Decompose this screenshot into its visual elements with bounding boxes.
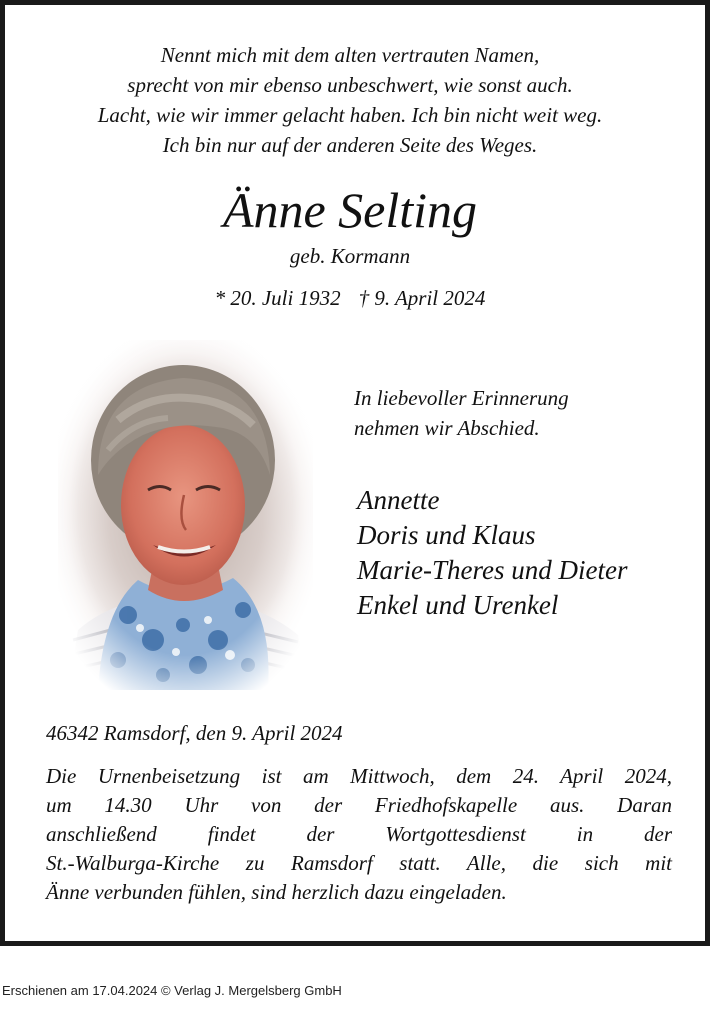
notice-line: Die Urnenbeisetzung ist am Mittwoch, dem 24. April 2024, (46, 764, 672, 788)
poem-line: Nennt mich mit dem alten vertrauten Namen, (160, 43, 540, 67)
poem-line: sprecht von mir ebenso unbeschwert, wie sonst auch. (127, 73, 573, 97)
notice-line: St.-Walburga-Kirche zu Ramsdorf statt. Alle, die sich mit (46, 851, 672, 875)
publication-footer: Erschienen am 17.04.2024 © Verlag J. Mergelsberg GmbH (2, 983, 342, 998)
funeral-notice (46, 762, 672, 907)
family-member: Marie-Theres und Dieter (357, 555, 628, 585)
notice-line: um 14.30 Uhr von der Friedhofskapelle aus. Daran (46, 793, 672, 817)
remembrance-text (354, 383, 569, 443)
poem-line: Ich bin nur auf der anderen Seite des Weges. (162, 133, 538, 157)
life-dates (0, 283, 700, 313)
portrait-photo (58, 340, 313, 690)
poem (0, 40, 700, 160)
family-member: Annette (357, 485, 440, 515)
birth-date: * 20. Juli 1932 (214, 286, 341, 310)
notice-line: Änne verbunden fühlen, sind herzlich dazu eingeladen. (46, 880, 507, 904)
death-date: † 9. April 2024 (358, 286, 486, 310)
remembrance-line: In liebevoller Erinnerung (354, 386, 569, 410)
family-member: Doris und Klaus (357, 520, 536, 550)
poem-line: Lacht, wie wir immer gelacht haben. Ich bin nicht weit weg. (97, 103, 603, 127)
remembrance-line: nehmen wir Abschied. (354, 416, 540, 440)
place-and-date: 46342 Ramsdorf, den 9. April 2024 (46, 721, 343, 745)
family-member: Enkel und Urenkel (357, 590, 559, 620)
notice-line: anschließend findet der Wortgottesdienst in der (46, 822, 672, 846)
deceased-name: Änne Selting (222, 182, 478, 238)
birth-name: geb. Kormann (289, 244, 411, 268)
family-list (357, 483, 627, 623)
